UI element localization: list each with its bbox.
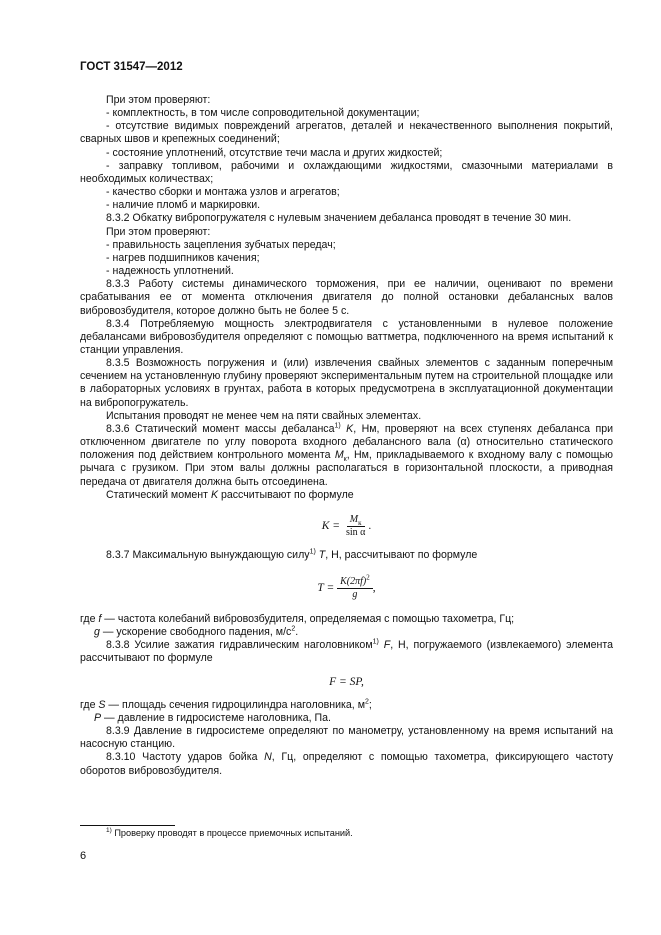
paragraph: 8.3.2 Обкатку вибропогружателя с нулевым значением дебаланса проводят в течение 30 мин. bbox=[106, 212, 572, 225]
subscript: к bbox=[358, 518, 362, 527]
variable: N bbox=[264, 751, 272, 764]
formula-end: , bbox=[372, 582, 376, 595]
footnote-divider bbox=[80, 825, 175, 826]
variable: M bbox=[334, 449, 344, 462]
fraction bbox=[343, 514, 368, 539]
text-run: , Н, рассчитывают по формуле bbox=[325, 548, 478, 561]
formula-lhs: T = bbox=[317, 582, 335, 595]
document-body bbox=[80, 94, 613, 778]
formula-f bbox=[80, 676, 613, 689]
text-run: рассчитывают по формуле bbox=[218, 488, 354, 501]
superscript: 2 bbox=[291, 625, 296, 633]
list-item: - качество сборки и монтажа узлов и агрегатов; bbox=[106, 186, 340, 199]
variable: f bbox=[98, 613, 102, 625]
paragraph: 8.3.5 Возможность погружения и (или) извлечения свайных элементов с заданным поперечным сечением на установленную глубину проверяют экспериментальным путем на строительной площадке или в лабораторных условиях в грунтах, работа в которых предусмотрена в эксплуатационной документации на вибропогружатель. bbox=[80, 357, 613, 409]
list-item: - состояние уплотнений, отсутствие течи масла и других жидкостей; bbox=[106, 146, 443, 159]
paragraph bbox=[80, 613, 613, 626]
text-run: — частота колебаний вибровозбудителя, определяемая с помощью тахометра, Гц; bbox=[101, 613, 515, 625]
footnote-mark: 1) bbox=[106, 826, 112, 834]
variable: T bbox=[315, 548, 326, 561]
paragraph bbox=[80, 751, 613, 777]
list-item: - надежность уплотнений. bbox=[106, 265, 234, 278]
formula-k bbox=[80, 514, 613, 539]
list-item: - наличие пломб и маркировки. bbox=[106, 199, 261, 212]
text-run: , Н, погружаемого (извлекаемого) элемента рассчитывают по формуле bbox=[80, 639, 613, 665]
variable: F bbox=[378, 639, 391, 652]
paragraph bbox=[80, 489, 613, 502]
variable: S bbox=[98, 698, 106, 711]
formula-lhs: K = bbox=[321, 519, 341, 532]
list-item: - правильность зацепления зубчатых передач; bbox=[106, 238, 336, 251]
paragraph bbox=[80, 549, 613, 562]
list-item: - отсутствие видимых повреждений агрегатов, деталей и некачественного выполнения покрытий, сварных швов и крепежных соединений; bbox=[80, 120, 613, 146]
numerator bbox=[337, 573, 373, 589]
variable: P bbox=[94, 711, 102, 724]
fraction bbox=[337, 573, 373, 601]
superscript: 2 bbox=[366, 573, 370, 582]
text-run: где bbox=[80, 698, 99, 711]
paragraph bbox=[80, 639, 613, 665]
document-header: ГОСТ 31547—2012 bbox=[80, 61, 183, 73]
formula-end: . bbox=[368, 519, 372, 532]
variable: K(2πf) bbox=[340, 576, 367, 587]
text-run: — площадь сечения гидроцилиндра наголовника, м bbox=[105, 698, 365, 711]
paragraph: 8.3.3 Работу системы динамического торможения, при ее наличии, оценивают по времени срабатывания ее от момента отключения двигателя до полной остановки дебалансных валов вибровозбудителя, которое должно быть не более 5 с. bbox=[80, 278, 613, 317]
formula-t bbox=[80, 573, 613, 601]
footnote-ref: 1) bbox=[309, 548, 316, 556]
text-run: ; bbox=[368, 698, 372, 711]
text-run: , Нм, проверяют на всех ступенях дебаланса при отключенном двигателе по углу поворота входного дебалансного вала (α) относительно статического положения под действием контрольного момента bbox=[80, 422, 614, 462]
denominator: sin α bbox=[345, 526, 366, 538]
paragraph bbox=[80, 712, 613, 725]
paragraph: При этом проверяют: bbox=[106, 94, 211, 106]
text-run: , Нм, прикладываемого к входному валу с помощью рычага с грузиком. При этом валы должны располагаться в горизонтальной плоскости, а приводная передача от двигателя должна быть отсоединена. bbox=[80, 449, 613, 488]
paragraph: Испытания проводят не менее чем на пяти свайных элементах. bbox=[106, 409, 422, 422]
denominator: g bbox=[352, 589, 358, 600]
footnote-ref: 1) bbox=[334, 422, 341, 430]
paragraph: 8.3.9 Давление в гидросистеме определяют по манометру, установленному на время испытаний на насосную станцию. bbox=[80, 725, 613, 751]
variable: K bbox=[210, 488, 219, 501]
page-number: 6 bbox=[80, 850, 87, 862]
list-item: - комплектность, в том числе сопроводительной документации; bbox=[106, 107, 420, 120]
paragraph: 8.3.4 Потребляемую мощность электродвигателя с установленными в нулевое положение дебалансами вибровозбудителя определяют с помощью ваттметра, подключенного на время испытаний к станции управления. bbox=[80, 317, 613, 356]
footnote-ref: 1) bbox=[372, 638, 379, 646]
text-run: 8.3.8 Усилие зажатия гидравлическим наголовником bbox=[106, 639, 373, 652]
list-item: - заправку топливом, рабочими и охлаждающими жидкостями, смазочными материалами в необходимых количествах; bbox=[80, 159, 613, 185]
footnote-text: Проверку проводят в процессе приемочных испытаний. bbox=[111, 828, 353, 838]
text-run: , Гц, определяют с помощью тахометра, фиксирующего частоту оборотов вибровозбудителя. bbox=[80, 751, 613, 777]
text-run: — ускорение свободного падения, м/с bbox=[99, 626, 292, 639]
paragraph: При этом проверяют: bbox=[106, 225, 211, 238]
paragraph bbox=[80, 699, 613, 712]
formula-text: F = SP, bbox=[329, 675, 364, 688]
list-item: - нагрев подшипников качения; bbox=[106, 251, 260, 264]
paragraph bbox=[80, 423, 613, 489]
superscript: 2 bbox=[364, 698, 369, 706]
text-run: 8.3.10 Частоту ударов бойка bbox=[106, 751, 265, 764]
text-run: 8.3.6 Статический момент массы дебаланса bbox=[106, 422, 335, 435]
variable: M bbox=[349, 513, 359, 525]
footnote bbox=[80, 828, 353, 838]
text-run: — давление в гидросистеме наголовника, Па. bbox=[101, 711, 331, 724]
text-run: 8.3.7 Максимальную вынуждающую силу bbox=[106, 548, 310, 561]
variable: g bbox=[94, 626, 100, 639]
paragraph bbox=[80, 626, 613, 639]
text-run: . bbox=[295, 626, 299, 639]
variable: K bbox=[340, 422, 354, 435]
numerator bbox=[347, 514, 365, 527]
text-run: Статический момент bbox=[106, 488, 211, 501]
subscript: к bbox=[343, 456, 347, 464]
text-run: где bbox=[80, 613, 99, 625]
